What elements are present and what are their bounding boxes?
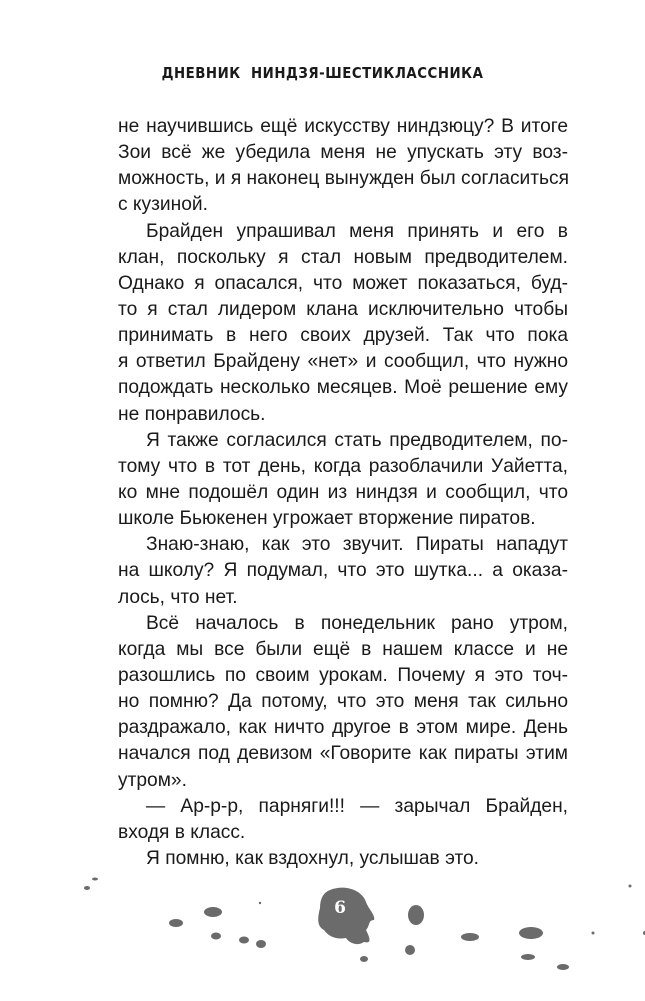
text-line: не понравилось. xyxy=(118,403,266,425)
text-line: то я стал лидером клана исключительно чтобы xyxy=(118,298,568,320)
text-line: Всё началось в понедельник рано утром, xyxy=(146,612,568,634)
paragraph xyxy=(118,794,568,846)
text-line: когда мы все были ещё в нашем классе и не xyxy=(118,638,568,660)
text-line: Брайден упрашивал меня принять и его в xyxy=(146,220,568,242)
text-line: начался под девизом «Говорите как пираты этим xyxy=(118,743,568,765)
text-line: раздражало, как ничто другое в этом мире. День xyxy=(118,717,568,739)
text-line: — Ар-р-р, парняги!!! — зарычал Брайден, xyxy=(146,795,568,817)
text-line: клан, поскольку я стал новым предводителем. xyxy=(118,246,568,268)
text-line: но помню? Да потому, что это меня так сильно xyxy=(118,691,568,713)
text-line: входя в класс. xyxy=(118,821,246,843)
text-line: с кузиной. xyxy=(118,194,208,216)
text-line: подождать несколько месяцев. Моё решение ему xyxy=(118,377,568,399)
paragraph xyxy=(118,532,568,610)
text-line: утром». xyxy=(118,769,187,791)
paragraph xyxy=(118,611,568,794)
paragraph xyxy=(118,428,568,533)
text-line: можность, и я наконец вынужден был согласиться xyxy=(118,168,570,190)
text-line: Зои всё же убедила меня не упускать эту воз- xyxy=(118,142,568,164)
paragraph xyxy=(118,114,568,219)
text-line: разошлись по своим урокам. Почему я это точ- xyxy=(118,664,568,686)
body-text xyxy=(118,114,568,872)
text-line: Я помню, как вздохнул, услышав это. xyxy=(146,847,480,869)
text-line: Однако я опасался, что может показаться, буд- xyxy=(118,272,568,294)
text-line: я ответил Брайдену «нет» и сообщил, что нужно xyxy=(118,351,568,373)
text-line: принимать в него своих друзей. Так что пока xyxy=(118,325,568,347)
text-line: тому что в тот день, когда разоблачили Уайетта, xyxy=(118,455,568,477)
text-line: Я также согласился стать предводителем, по- xyxy=(146,429,568,451)
text-line: не научившись ещё искусству ниндзюцу? В итоге xyxy=(118,116,568,137)
text-line: ко мне подошёл один из ниндзя и сообщил, что xyxy=(118,481,568,503)
page-number: 6 xyxy=(334,898,346,918)
paragraph xyxy=(118,219,568,428)
text-line: на школу? Я подумал, что это шутка... а оказа- xyxy=(118,560,568,582)
text-line: школе Бьюкенен угрожает вторжение пиратов. xyxy=(118,508,536,530)
text-line: лось, что нет. xyxy=(118,586,238,608)
text-line: Знаю-знаю, как это звучит. Пираты нападут xyxy=(146,534,568,556)
ink-splatter-decoration xyxy=(0,850,645,1001)
running-header: ДНЕВНИК НИНДЗЯ-ШЕСТИКЛАССНИКА xyxy=(161,64,484,82)
